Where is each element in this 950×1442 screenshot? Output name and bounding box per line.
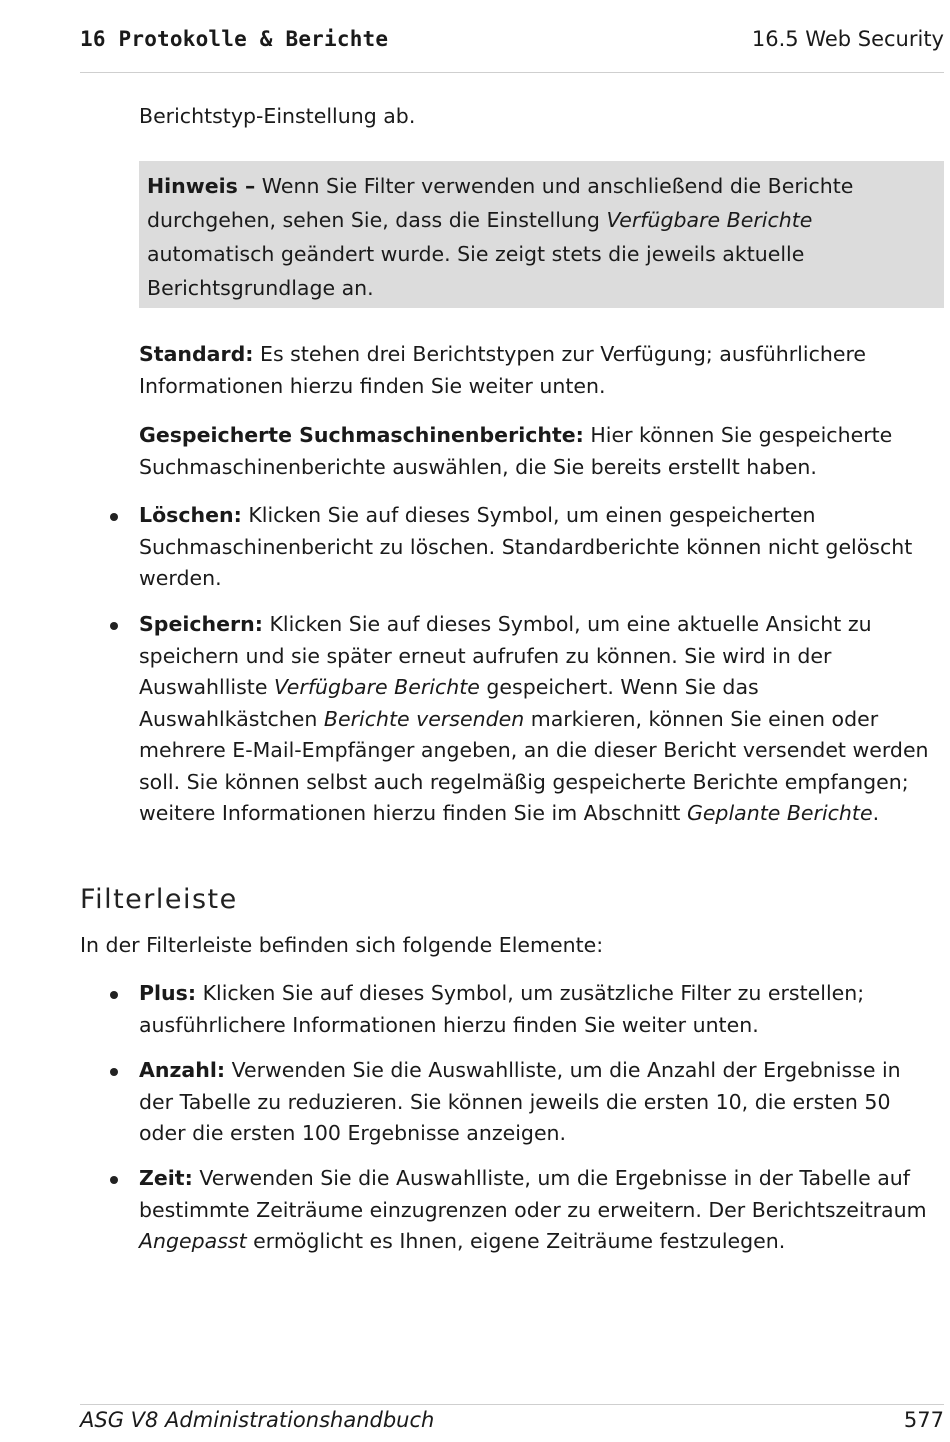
saved-reports-paragraph xyxy=(139,420,929,483)
time-emphasis: Angepasst xyxy=(139,1229,247,1253)
book-title: ASG V8 Administrationshandbuch xyxy=(80,1408,435,1432)
section-heading-filterleiste: Filterleiste xyxy=(80,884,238,915)
note-text xyxy=(147,169,937,305)
bullet-icon xyxy=(110,622,120,632)
save-emphasis: Verfügbare Berichte xyxy=(273,675,480,699)
footer-divider xyxy=(80,1404,944,1405)
standard-label: Standard: xyxy=(139,342,254,366)
bullet-icon xyxy=(110,991,120,1001)
time-text: Verwenden Sie die Auswahlliste, um die Ergebnisse in der Tabelle auf bestimmte Zeiträume einzugrenzen oder zu erweitern. Der Berichtszeitraum xyxy=(139,1166,927,1222)
note-emphasis: Verfügbare Berichte xyxy=(606,208,813,232)
list-item-plus xyxy=(139,978,929,1041)
note-box xyxy=(139,161,944,308)
page-number: 577 xyxy=(903,1408,944,1432)
list-item-time xyxy=(139,1163,947,1258)
note-text-part: Wenn Sie Filter verwenden und anschließend die Berichte durchgehen, sehen Sie, dass die Einstellung xyxy=(147,174,854,232)
save-text: Klicken Sie auf dieses Symbol, um eine aktuelle Ansicht zu speichern und sie später erneut aufrufen zu können. Sie wird in der Auswahlliste xyxy=(139,612,872,699)
page-header xyxy=(80,27,944,55)
list-item-save xyxy=(139,609,934,830)
save-text: gespeichert. Wenn Sie das Auswahlkästchen xyxy=(139,675,759,731)
time-text: ermöglicht es Ihnen, eigene Zeiträume festzulegen. xyxy=(246,1229,786,1253)
standard-text: Es stehen drei Berichtstypen zur Verfügung; ausführlichere Informationen hierzu finden Sie weiter unten. xyxy=(139,342,867,398)
save-emphasis: Geplante Berichte xyxy=(686,801,873,825)
section-title: 16.5 Web Security xyxy=(751,27,944,51)
delete-label: Löschen: xyxy=(139,503,242,527)
saved-reports-label: Gespeicherte Suchmaschinenberichte: xyxy=(139,423,584,447)
standard-paragraph xyxy=(139,339,929,402)
header-divider xyxy=(80,72,944,73)
list-item-count xyxy=(139,1055,934,1150)
save-emphasis: Berichte versenden xyxy=(323,706,525,731)
note-label: Hinweis – xyxy=(147,174,256,198)
save-text: . xyxy=(872,801,880,825)
save-text: markieren, können Sie einen oder mehrere E-Mail-Empfänger angeben, an die dieser Bericht versendet werden soll. Sie können selbst auch regelmäßig gespeicherte Berichte empfangen; weitere Informationen hierzu finden Sie im Abschnitt xyxy=(139,706,929,825)
chapter-title: 16 Protokolle & Berichte xyxy=(80,27,389,51)
bullet-icon xyxy=(110,1176,120,1186)
count-text: Verwenden Sie die Auswahlliste, um die Anzahl der Ergebnisse in der Tabelle zu reduzieren. Sie können jeweils die ersten 10, die ersten 50 oder die ersten 100 Ergebnisse anzeigen. xyxy=(139,1058,901,1145)
intro-paragraph: Berichtstyp-Einstellung ab. xyxy=(139,104,416,128)
bullet-icon xyxy=(110,513,120,523)
note-text-part: automatisch geändert wurde. Sie zeigt stets die jeweils aktuelle Berichtsgrundlage an. xyxy=(147,242,805,300)
page-footer xyxy=(80,1408,944,1432)
delete-text: Klicken Sie auf dieses Symbol, um einen gespeicherten Suchmaschinenbericht zu löschen. Standardberichte können nicht gelöscht werden. xyxy=(139,503,913,590)
save-label: Speichern: xyxy=(139,612,263,636)
saved-reports-text: Hier können Sie gespeicherte Suchmaschinenberichte auswählen, die Sie bereits erstellt haben. xyxy=(139,423,893,479)
filter-intro-paragraph: In der Filterleiste befinden sich folgende Elemente: xyxy=(80,933,604,957)
plus-label: Plus: xyxy=(139,981,197,1005)
bullet-icon xyxy=(110,1068,120,1078)
time-label: Zeit: xyxy=(139,1166,193,1190)
count-label: Anzahl: xyxy=(139,1058,226,1082)
list-item-delete xyxy=(139,500,944,595)
plus-text: Klicken Sie auf dieses Symbol, um zusätzliche Filter zu erstellen; ausführlichere Informationen hierzu finden Sie weiter unten. xyxy=(139,981,865,1037)
